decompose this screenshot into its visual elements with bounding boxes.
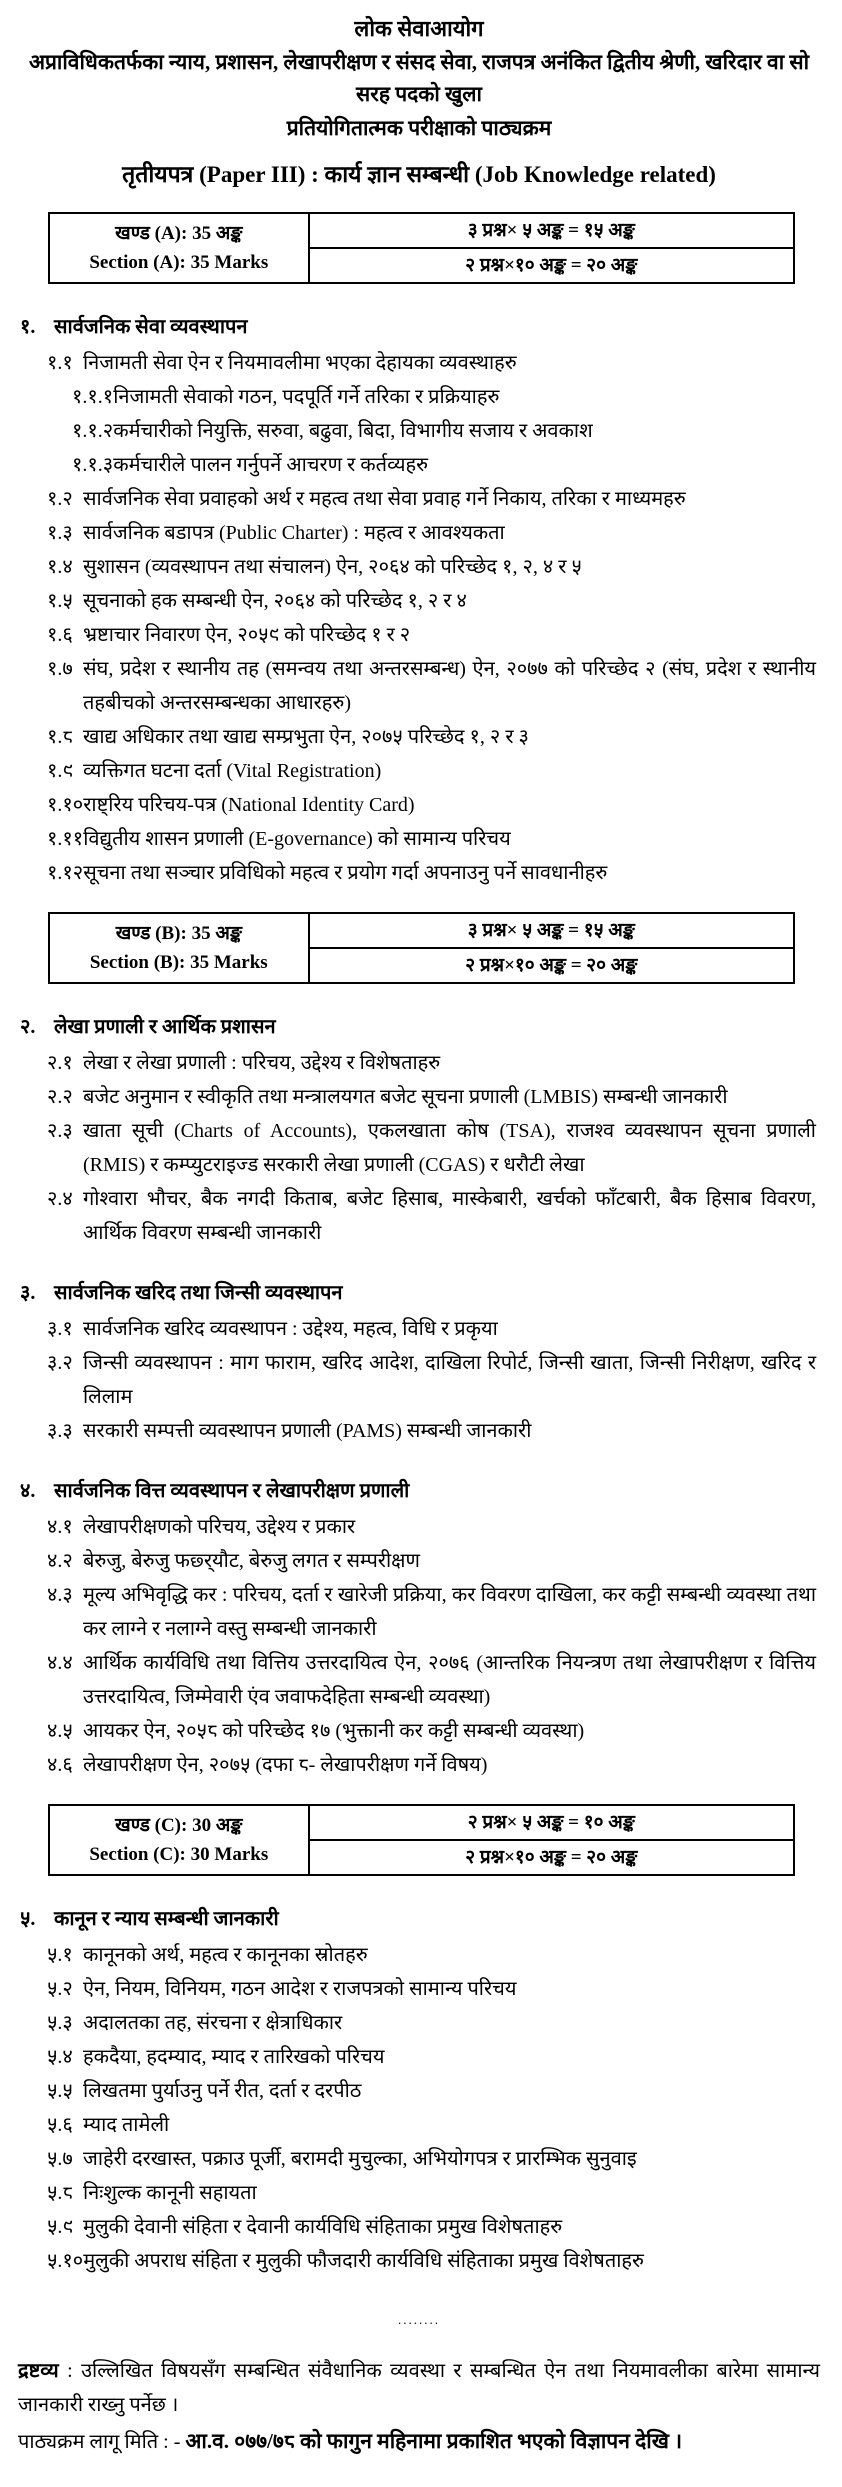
syllabus-item: [47, 516, 820, 550]
syllabus-item: [47, 1346, 820, 1414]
item-number: २.३: [47, 1120, 73, 1142]
section-5: [18, 1902, 820, 2278]
section-number: ३.: [20, 1282, 36, 1304]
item-text: जाहेरी दरखास्त, पक्राउ पूर्जी, बरामदी मुचुल्का, अभियोगपत्र र प्रारम्भिक सुनुवाइ: [83, 2148, 637, 2170]
item-number: २.१: [47, 1052, 73, 1074]
item-text: व्यक्तिगत घटना दर्ता (Vital Registration): [83, 760, 382, 782]
item-number: ५.१०: [47, 2250, 84, 2272]
marks-table-marks-cell: २ प्रश्न×१० अङ्क = २० अङ्क: [309, 1840, 794, 1875]
marks-table-marks-cell: ३ प्रश्न× ५ अङ्क = १५ अङ्क: [309, 913, 794, 948]
marks-table-row: [49, 213, 794, 248]
item-number: १.२: [47, 488, 73, 510]
item-number: १.११: [47, 828, 84, 850]
effective-date-value: आ.व. ०७७/७८ को फागुन महिनामा प्रकाशित भएको विज्ञापन देखि ।: [185, 2429, 683, 2453]
syllabus-item: [47, 1080, 820, 1114]
section-number: २.: [20, 1016, 36, 1038]
organization-name: लोक सेवाआयोग: [354, 16, 484, 41]
marks-table: [48, 1804, 795, 1876]
syllabus-item: [47, 2040, 820, 2074]
item-number: २.४: [47, 1188, 73, 1210]
section-title: सार्वजनिक सेवा व्यवस्थापन: [54, 316, 248, 338]
syllabus-item: [47, 788, 820, 822]
item-text: आयकर ऐन, २०५८ को परिच्छेद १७ (भुक्तानी कर कट्टी सम्बन्धी व्यवस्था): [83, 1720, 585, 1742]
section-4: [18, 1474, 820, 1782]
item-number: ५.८: [47, 2182, 73, 2204]
syllabus-item: [47, 618, 820, 652]
item-number: ३.२: [47, 1352, 73, 1374]
marks-table-khanda-label: खण्ड (C): 30 अङ्क: [115, 1815, 243, 1836]
item-number: ४.२: [47, 1550, 73, 1572]
exam-description-line2: प्रतियोगितात्मक परीक्षाको पाठ्यक्रम: [286, 116, 552, 140]
syllabus-item: [47, 1114, 820, 1182]
item-text: सार्वजनिक सेवा प्रवाहको अर्थ र महत्व तथा सेवा प्रवाह गर्ने निकाय, तरिका र माध्यमहरु: [83, 488, 686, 510]
item-text: सार्वजनिक बडापत्र (Public Charter) : महत्व र आवश्यकता: [83, 522, 505, 544]
marks-table-body: [49, 1805, 794, 1875]
syllabus-item: [47, 2210, 820, 2244]
item-number: १.८: [47, 726, 73, 748]
marks-table: [48, 212, 795, 284]
marks-table-khanda-label: खण्ड (B): 35 अङ्क: [115, 923, 242, 944]
item-text: सुशासन (व्यवस्थापन तथा संचालन) ऐन, २०६४ को परिच्छेद १, २, ४ र ५: [83, 556, 582, 578]
item-text: लेखापरीक्षण ऐन, २०७५ (दफा ८- लेखापरीक्षण गर्ने विषय): [83, 1754, 488, 1776]
syllabus-item: [72, 380, 820, 414]
syllabus-item: [47, 1938, 820, 1972]
item-text: जिन्सी व्यवस्थापन : माग फाराम, खरिद आदेश, दाखिला रिपोर्ट, जिन्सी खाता, जिन्सी निरीक्षण, खरिद र लिलाम: [83, 1352, 816, 1408]
item-text: मुलुकी अपराध संहिता र मुलुकी फौजदारी कार्यविधि संहिताका प्रमुख विशेषताहरु: [83, 2250, 644, 2272]
syllabus-item: [47, 856, 820, 890]
marks-table-row: [49, 1805, 794, 1840]
item-number: १.७: [47, 658, 73, 680]
syllabus-item: [47, 482, 820, 516]
item-number: १.१०: [47, 794, 84, 816]
section-3: [18, 1276, 820, 1448]
footnote-text: : उल्लिखित विषयसँग सम्बन्धित संवैधानिक व्यवस्था र सम्बन्धित ऐन तथा नियमावलीका बारेमा सामान्य जानकारी राख्नु पर्नेछ ।: [18, 2360, 820, 2416]
item-number: १.६: [47, 624, 73, 646]
section-heading: [18, 1902, 820, 1936]
item-number: ४.४: [47, 1652, 73, 1674]
item-number: ५.२: [47, 1978, 73, 2000]
effective-date-line: [18, 2424, 820, 2459]
paper-title: तृतीयपत्र (Paper III) : कार्य ज्ञान सम्बन्धी (Job Knowledge related): [122, 162, 716, 187]
item-number: ४.३: [47, 1584, 73, 1606]
syllabus-item: [47, 1182, 820, 1250]
syllabus-item: [47, 346, 820, 380]
marks-table-marks-cell: ३ प्रश्न× ५ अङ्क = १५ अङ्क: [309, 213, 794, 248]
marks-table-body: [49, 213, 794, 283]
item-text: अदालतका तह, संरचना र क्षेत्राधिकार: [83, 2012, 343, 2034]
section-2: [18, 1010, 820, 1250]
item-number: ५.५: [47, 2080, 73, 2102]
item-text: राष्ट्रिय परिचय-पत्र (National Identity Card): [83, 794, 415, 816]
syllabus-item: [47, 2006, 820, 2040]
syllabus-item: [47, 1714, 820, 1748]
item-text: कर्मचारीको नियुक्ति, सरुवा, बढुवा, बिदा, विभागीय सजाय र अवकाश: [113, 420, 593, 442]
section-heading: [18, 1010, 820, 1044]
section-1: [18, 310, 820, 890]
syllabus-item: [47, 550, 820, 584]
item-number: ४.१: [47, 1516, 73, 1538]
item-text: मुलुकी देवानी संहिता र देवानी कार्यविधि संहिताका प्रमुख विशेषताहरु: [83, 2216, 563, 2238]
syllabus-item: [47, 822, 820, 856]
item-text: ऐन, नियम, विनियम, गठन आदेश र राजपत्रको सामान्य परिचय: [83, 1978, 517, 2000]
syllabus-item: [47, 1748, 820, 1782]
item-text: कर्मचारीले पालन गर्नुपर्ने आचरण र कर्तव्यहरु: [113, 454, 429, 476]
item-number: ४.५: [47, 1720, 73, 1742]
item-number: १.९: [47, 760, 73, 782]
item-text: सरकारी सम्पत्ती व्यवस्थापन प्रणाली (PAMS) सम्बन्धी जानकारी: [83, 1420, 532, 1442]
item-number: १.१.३: [72, 454, 114, 476]
item-number: ५.३: [47, 2012, 73, 2034]
syllabus-item: [47, 1544, 820, 1578]
syllabus-item: [47, 1578, 820, 1646]
syllabus-item: [47, 1510, 820, 1544]
item-text: म्याद तामेली: [83, 2114, 170, 2136]
item-number: १.१.१: [72, 386, 114, 408]
item-number: १.१२: [47, 862, 84, 884]
marks-table-section-label: Section (C): 30 Marks: [89, 1844, 269, 1865]
item-number: ३.३: [47, 1420, 73, 1442]
item-number: १.१.२: [72, 420, 114, 442]
section-heading: [18, 310, 820, 344]
item-number: ५.७: [47, 2148, 73, 2170]
item-text: कानूनको अर्थ, महत्व र कानूनका स्रोतहरु: [83, 1944, 368, 1966]
item-number: ५.६: [47, 2114, 73, 2136]
item-number: ३.१: [47, 1318, 73, 1340]
item-text: हकदैया, हदम्याद, म्याद र तारिखको परिचय: [83, 2046, 385, 2068]
section-title: सार्वजनिक खरिद तथा जिन्सी व्यवस्थापन: [54, 1282, 343, 1304]
marks-table-section-label: Section (B): 35 Marks: [89, 952, 268, 973]
section-title: कानून र न्याय सम्बन्धी जानकारी: [54, 1908, 279, 1930]
section-heading: [18, 1276, 820, 1310]
marks-table-marks-cell: २ प्रश्न×१० अङ्क = २० अङ्क: [309, 948, 794, 983]
syllabus-item: [47, 584, 820, 618]
item-number: १.३: [47, 522, 73, 544]
section-number: ४.: [20, 1480, 36, 1502]
item-text: लेखा र लेखा प्रणाली : परिचय, उद्देश्य र विशेषताहरु: [83, 1052, 441, 1074]
marks-table-khanda-label: खण्ड (A): 35 अङ्क: [115, 223, 243, 244]
syllabus-item: [47, 720, 820, 754]
footnote: [18, 2354, 820, 2422]
document-header: [18, 14, 820, 190]
item-text: निःशुल्क कानूनी सहायता: [83, 2182, 257, 2204]
syllabus-item: [47, 2244, 820, 2278]
section-heading: [18, 1474, 820, 1508]
syllabus-item: [47, 2074, 820, 2108]
item-text: सूचनाको हक सम्बन्धी ऐन, २०६४ को परिच्छेद १, २ र ४: [83, 590, 467, 612]
syllabus-item: [47, 1414, 820, 1448]
item-text: बजेट अनुमान र स्वीकृति तथा मन्त्रालयगत बजेट सूचना प्रणाली (LMBIS) सम्बन्धी जानकारी: [83, 1086, 728, 1108]
item-text: संघ, प्रदेश र स्थानीय तह (समन्वय तथा अन्तरसम्बन्ध) ऐन, २०७७ को परिच्छेद २ (संघ, प्रदेश र स्थानीय तहबीचको अन्तरसम्बन्धका आधारहरु): [83, 658, 816, 714]
section-title: लेखा प्रणाली र आर्थिक प्रशासन: [54, 1016, 276, 1038]
item-text: लिखतमा पुर्याउनु पर्ने रीत, दर्ता र दरपीठ: [83, 2080, 362, 2102]
item-text: निजामती सेवाको गठन, पदपूर्ति गर्ने तरिका र प्रक्रियाहरु: [113, 386, 500, 408]
section-title: सार्वजनिक वित्त व्यवस्थापन र लेखापरीक्षण प्रणाली: [54, 1480, 410, 1502]
item-number: १.४: [47, 556, 73, 578]
syllabus-item: [47, 2108, 820, 2142]
marks-table-body: [49, 913, 794, 983]
item-text: गोश्वारा भौचर, बैक नगदी किताब, बजेट हिसाब, मास्केबारी, खर्चको फाँटबारी, बैक हिसाब विवरण, आर्थिक विवरण सम्बन्धी जानकारी: [83, 1188, 816, 1244]
syllabus-content: [18, 212, 820, 2278]
marks-table-section-cell: [49, 1805, 309, 1875]
marks-table-marks-cell: २ प्रश्न×१० अङ्क = २० अङ्क: [309, 248, 794, 283]
syllabus-item: [47, 1046, 820, 1080]
item-number: ४.६: [47, 1754, 73, 1776]
item-number: १.५: [47, 590, 73, 612]
section-number: ५.: [20, 1908, 36, 1930]
syllabus-item: [47, 652, 820, 720]
item-number: ५.९: [47, 2216, 73, 2238]
marks-table-marks-cell: २ प्रश्न× ५ अङ्क = १० अङ्क: [309, 1805, 794, 1840]
item-number: ५.१: [47, 1944, 73, 1966]
marks-table-row: [49, 913, 794, 948]
syllabus-item: [47, 1312, 820, 1346]
marks-table: [48, 912, 795, 984]
syllabus-item: [72, 448, 820, 482]
item-text: निजामती सेवा ऐन र नियमावलीमा भएका देहायका व्यवस्थाहरु: [83, 352, 517, 374]
syllabus-item: [47, 1646, 820, 1714]
item-text: आर्थिक कार्यविधि तथा वित्तिय उत्तरदायित्व ऐन, २०७६ (आन्तरिक नियन्त्रण तथा लेखापरीक्षण र वित्तिय उत्तरदायित्व, जिम्मेवारी एंव जवाफदेहिता सम्बन्धी व्यवस्था): [83, 1652, 816, 1708]
item-number: २.२: [47, 1086, 73, 1108]
item-text: सार्वजनिक खरिद व्यवस्थापन : उद्देश्य, महत्व, विधि र प्रकृया: [83, 1318, 498, 1340]
effective-date-label: पाठ्यक्रम लागू मिति : -: [18, 2431, 186, 2453]
item-text: भ्रष्टाचार निवारण ऐन, २०५९ को परिच्छेद १ र २: [83, 624, 411, 646]
marks-table-section-cell: [49, 213, 309, 283]
syllabus-item: [72, 414, 820, 448]
syllabus-item: [47, 2176, 820, 2210]
item-number: १.१: [47, 352, 73, 374]
syllabus-item: [47, 1972, 820, 2006]
item-text: खाद्य अधिकार तथा खाद्य सम्प्रभुता ऐन, २०७५ परिच्छेद १, २ र ३: [83, 726, 529, 748]
exam-description-line1: अप्राविधिकतर्फका न्याय, प्रशासन, लेखापरीक्षण र संसद सेवा, राजपत्र अनंकित द्वितीय श्रेणी, खरिदार वा सो सरह पदको खुला: [28, 50, 810, 106]
item-number: ५.४: [47, 2046, 73, 2068]
item-text: विद्युतीय शासन प्रणाली (E-governance) को सामान्य परिचय: [83, 828, 511, 850]
section-number: १.: [20, 316, 36, 338]
marks-table-section-cell: [49, 913, 309, 983]
item-text: मूल्य अभिवृद्धि कर : परिचय, दर्ता र खारेजी प्रक्रिया, कर विवरण दाखिला, कर कट्टी सम्बन्धी व्यवस्था तथा कर लाग्ने र नलाग्ने वस्तु सम्बन्धी जानकारी: [83, 1584, 816, 1640]
item-text: सूचना तथा सञ्चार प्रविधिको महत्व र प्रयोग गर्दा अपनाउनु पर्ने सावधानीहरु: [83, 862, 608, 884]
footnote-label: द्रष्टव्य: [18, 2360, 59, 2382]
item-text: खाता सूची (Charts of Accounts), एकलखाता कोष (TSA), राजश्व व्यवस्थापन सूचना प्रणाली (RMIS) र कम्प्युटराइज्ड सरकारी लेखा प्रणाली (CGAS) र धरौटी लेखा: [83, 1120, 816, 1176]
marks-table-section-label: Section (A): 35 Marks: [89, 252, 269, 273]
syllabus-item: [47, 2142, 820, 2176]
item-text: बेरुजु, बेरुजु फछ्र्यौट, बेरुजु लगत र सम्परीक्षण: [83, 1550, 420, 1572]
separator-dots: ........: [398, 2312, 440, 2327]
item-text: लेखापरीक्षणको परिचय, उद्देश्य र प्रकार: [83, 1516, 356, 1538]
syllabus-item: [47, 754, 820, 788]
